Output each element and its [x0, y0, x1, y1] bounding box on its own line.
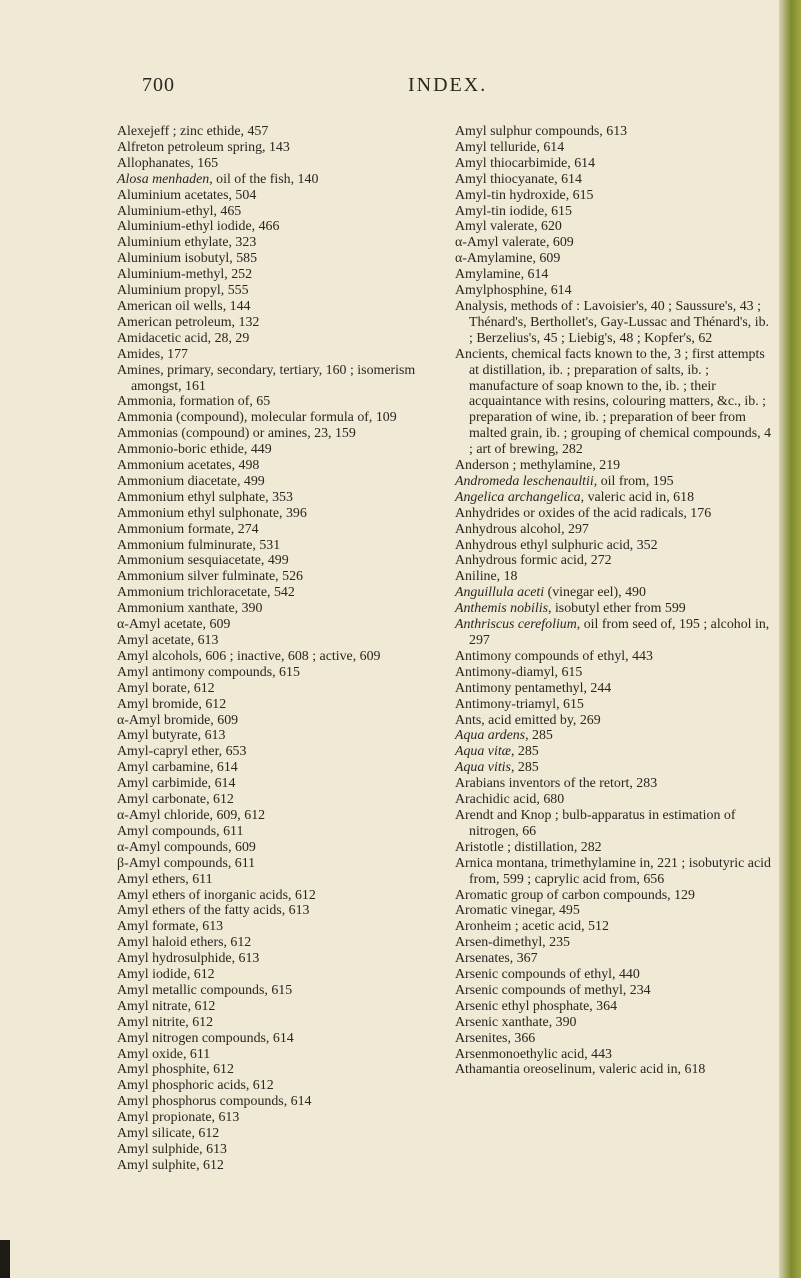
- index-entry: β-Amyl compounds, 611: [117, 855, 256, 871]
- index-entry: Arendt and Knop ; bulb-apparatus in estimation of nitrogen, 66: [455, 807, 736, 839]
- page-edge-right: [779, 0, 801, 1278]
- index-entry: Aqua vitæ, 285: [455, 744, 539, 760]
- index-entry: α-Amyl acetate, 609: [117, 617, 231, 633]
- index-entry: Andromeda leschenaultii, oil from, 195: [455, 473, 674, 489]
- index-entry: Arsenic xanthate, 390: [455, 1014, 577, 1030]
- index-entry: Aluminium-ethyl, 465: [117, 203, 242, 219]
- index-entry: Aniline, 18: [455, 569, 518, 585]
- index-entry: Aluminium acetates, 504: [117, 187, 257, 203]
- index-entry: Arachidic acid, 680: [455, 792, 565, 808]
- index-entry: α-Amyl compounds, 609: [117, 839, 256, 855]
- index-entry: Amyl propionate, 613: [117, 1110, 240, 1126]
- index-entry: Anguillula aceti (vinegar eel), 490: [455, 585, 646, 601]
- index-entry: α-Amyl chloride, 609, 612: [117, 807, 266, 823]
- index-entry: Arsenites, 366: [455, 1030, 536, 1046]
- index-entry: Ammonium trichloracetate, 542: [117, 585, 295, 601]
- index-entry: Allophanates, 165: [117, 155, 219, 171]
- index-entry: Amyl carbamine, 614: [117, 760, 238, 776]
- index-entry: Amyl nitrogen compounds, 614: [117, 1030, 294, 1046]
- index-entry: Amyl valerate, 620: [455, 219, 562, 235]
- index-entry: Aqua ardens, 285: [455, 728, 553, 744]
- index-column-right: [455, 124, 773, 1078]
- index-entry: Aromatic group of carbon compounds, 129: [455, 887, 695, 903]
- index-entry: Amyl thiocarbimide, 614: [455, 155, 596, 171]
- index-entry: Arsenic ethyl phosphate, 364: [455, 998, 618, 1014]
- index-entry: Ammonium ethyl sulphonate, 396: [117, 505, 307, 521]
- index-entry: Amyl ethers of the fatty acids, 613: [117, 903, 310, 919]
- index-entry: Amylphosphine, 614: [455, 283, 572, 299]
- index-entry: Arnica montana, trimethylamine in, 221 ; isobutyric acid from, 599 ; caprylic acid from, 656: [455, 855, 771, 887]
- index-entry: Athamantia oreoselinum, valeric acid in, 618: [455, 1062, 706, 1078]
- index-entry: Amyl metallic compounds, 615: [117, 982, 293, 998]
- index-entry: Amyl butyrate, 613: [117, 728, 226, 744]
- index-entry: Arabians inventors of the retort, 283: [455, 776, 658, 792]
- index-entry: Arsenmonoethylic acid, 443: [455, 1046, 613, 1062]
- index-entry: Antimony compounds of ethyl, 443: [455, 648, 653, 664]
- index-entry: Ammonium silver fulminate, 526: [117, 569, 303, 585]
- index-entry: Alosa menhaden, oil of the fish, 140: [117, 171, 319, 187]
- index-entry: Ancients, chemical facts known to the, 3 ; first attempts at distillation, ib. ; preparation of salts, ib. ; manufacture of soap known to the, ib. ; their acquaintance with resins, colouring matters, &c., ib. ; preparation of wine, ib. ; preparation of beer from malted grain, ib. ; grouping of chemical compounds, 4 ; art of brewing, 282: [455, 346, 772, 458]
- index-entry: Amyl-tin iodide, 615: [455, 203, 572, 219]
- index-entry: Amyl carbonate, 612: [117, 792, 234, 808]
- index-entry: Aluminium isobutyl, 585: [117, 251, 258, 267]
- index-entry: Ammonias (compound) or amines, 23, 159: [117, 426, 356, 442]
- index-entry: Aronheim ; acetic acid, 512: [455, 919, 609, 935]
- index-entry: Ammonium xanthate, 390: [117, 601, 263, 617]
- index-entry: Amyl sulphur compounds, 613: [455, 124, 628, 139]
- index-entry: Ammonia, formation of, 65: [117, 394, 271, 410]
- index-entry: Ammonio-boric ethide, 449: [117, 442, 272, 458]
- index-entry: Amides, 177: [117, 346, 188, 362]
- index-entry: Amyl haloid ethers, 612: [117, 935, 252, 951]
- index-entry: Amyl hydrosulphide, 613: [117, 951, 260, 967]
- index-entry: Ammonium acetates, 498: [117, 458, 260, 474]
- index-entry: Amyl oxide, 611: [117, 1046, 211, 1062]
- index-entry: Arsenates, 367: [455, 951, 538, 967]
- index-entry: Amyl-capryl ether, 653: [117, 744, 247, 760]
- index-entry: Amyl ethers, 611: [117, 871, 213, 887]
- index-entry: Alexejeff ; zinc ethide, 457: [117, 124, 269, 139]
- index-entry: Aluminium-methyl, 252: [117, 267, 253, 283]
- index-entry: American petroleum, 132: [117, 314, 260, 330]
- index-entry: Amyl bromide, 612: [117, 696, 227, 712]
- index-entry: Amyl phosphoric acids, 612: [117, 1078, 274, 1094]
- index-entry: Amylamine, 614: [455, 267, 549, 283]
- index-entry: Amyl silicate, 612: [117, 1126, 220, 1142]
- index-entry: Anthemis nobilis, isobutyl ether from 599: [455, 601, 686, 617]
- index-entry: Angelica archangelica, valeric acid in, 618: [455, 489, 695, 505]
- index-entry: Amyl iodide, 612: [117, 967, 215, 983]
- index-entry: Arsenic compounds of ethyl, 440: [455, 967, 640, 983]
- index-entry: Ammonium ethyl sulphate, 353: [117, 489, 293, 505]
- index-entry: Anthriscus cerefolium, oil from seed of, 195 ; alcohol in, 297: [455, 617, 770, 648]
- page-number: 700: [142, 74, 175, 96]
- index-entry: Ammonia (compound), molecular formula of, 109: [117, 410, 397, 426]
- index-entry: Aromatic vinegar, 495: [455, 903, 580, 919]
- index-entry: Amyl ethers of inorganic acids, 612: [117, 887, 316, 903]
- index-entry: Anhydrides or oxides of the acid radicals, 176: [455, 505, 712, 521]
- index-entry: Arsenic compounds of methyl, 234: [455, 982, 651, 998]
- index-entry: α-Amyl bromide, 609: [117, 712, 239, 728]
- index-entry: Amyl compounds, 611: [117, 823, 244, 839]
- index-entry: Amyl formate, 613: [117, 919, 224, 935]
- page-header: [60, 74, 760, 98]
- index-entry: Aqua vitis, 285: [455, 760, 539, 776]
- index-entry: Amines, primary, secondary, tertiary, 160 ; isomerism amongst, 161: [117, 362, 416, 394]
- index-column-left: [117, 124, 445, 1174]
- index-entry: Amidacetic acid, 28, 29: [117, 330, 250, 346]
- index-entry: Aluminium propyl, 555: [117, 283, 249, 299]
- index-entry: Antimony-triamyl, 615: [455, 696, 584, 712]
- index-entry: Aluminium ethylate, 323: [117, 235, 257, 251]
- index-entry: Amyl nitrate, 612: [117, 998, 216, 1014]
- index-entry: Amyl alcohols, 606 ; inactive, 608 ; active, 609: [117, 648, 381, 664]
- index-entry: Amyl nitrite, 612: [117, 1014, 214, 1030]
- index-entry: Amyl phosphorus compounds, 614: [117, 1094, 312, 1110]
- index-entry: Anderson ; methylamine, 219: [455, 458, 621, 474]
- index-entry: Amyl telluride, 614: [455, 139, 565, 155]
- index-entry: Analysis, methods of : Lavoisier's, 40 ; Saussure's, 43 ; Thénard's, Berthollet's, Gay-Lussac and Thénard's, ib. ; Berzelius's, 45 ; Liebig's, 48 ; Kopfer's, 62: [455, 298, 770, 346]
- index-entry: Ammonium diacetate, 499: [117, 473, 265, 489]
- index-entry: Aluminium-ethyl iodide, 466: [117, 219, 280, 235]
- index-entry: Amyl sulphite, 612: [117, 1157, 224, 1173]
- index-entry: Ammonium sesquiacetate, 499: [117, 553, 289, 569]
- index-entry: Amyl thiocyanate, 614: [455, 171, 582, 187]
- page-edge-left: [0, 1240, 10, 1278]
- index-entry: Amyl antimony compounds, 615: [117, 664, 300, 680]
- index-entry: α-Amyl valerate, 609: [455, 235, 574, 251]
- index-entry: Amyl carbimide, 614: [117, 776, 236, 792]
- index-entry: Amyl-tin hydroxide, 615: [455, 187, 594, 203]
- index-entry: Ants, acid emitted by, 269: [455, 712, 601, 728]
- index-entry: Amyl acetate, 613: [117, 633, 219, 648]
- index-entry: Amyl borate, 612: [117, 680, 215, 696]
- index-entry: Amyl sulphide, 613: [117, 1142, 227, 1157]
- index-entry: Ammonium fulminurate, 531: [117, 537, 281, 553]
- page-title: INDEX.: [408, 74, 488, 96]
- index-entry: Aristotle ; distillation, 282: [455, 839, 602, 855]
- index-entry: Amyl phosphite, 612: [117, 1062, 234, 1078]
- index-entry: Alfreton petroleum spring, 143: [117, 139, 290, 155]
- index-entry: Arsen-dimethyl, 235: [455, 935, 570, 951]
- index-entry: Antimony-diamyl, 615: [455, 664, 583, 680]
- index-entry: Anhydrous ethyl sulphuric acid, 352: [455, 537, 658, 553]
- index-entry: American oil wells, 144: [117, 298, 251, 314]
- index-entry: Ammonium formate, 274: [117, 521, 259, 537]
- index-entry: Anhydrous formic acid, 272: [455, 553, 612, 569]
- index-entry: α-Amylamine, 609: [455, 251, 561, 267]
- index-entry: Anhydrous alcohol, 297: [455, 521, 589, 537]
- index-entry: Antimony pentamethyl, 244: [455, 680, 612, 696]
